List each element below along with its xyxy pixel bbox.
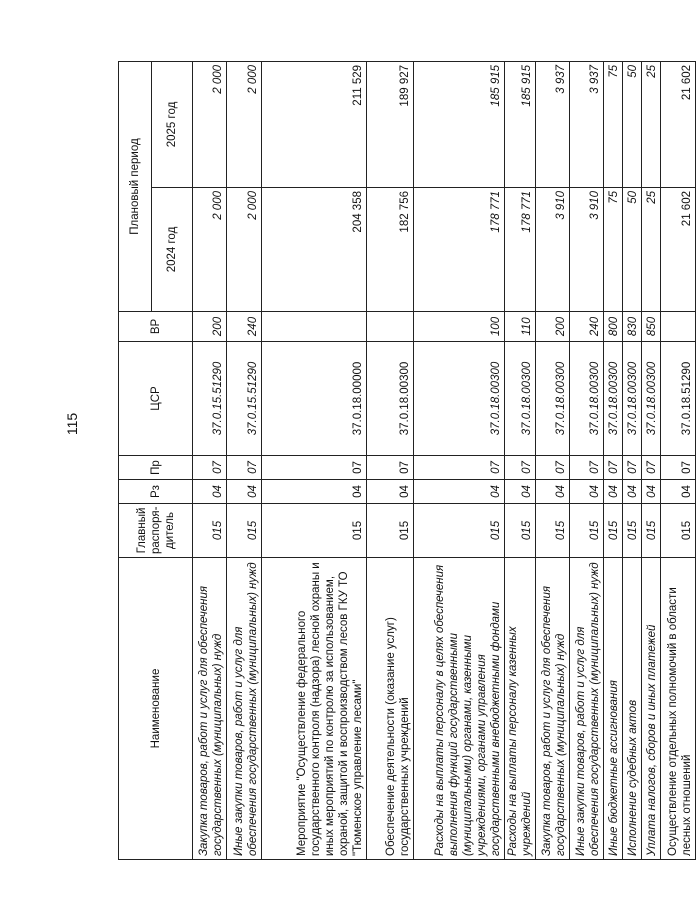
row-name: Осуществление отдельных полномочий в области лесных отношений [661, 558, 696, 860]
header-year-2024: 2024 год [152, 188, 193, 312]
table-row [227, 61, 262, 859]
row-y2024: 3 910 [536, 188, 570, 312]
row-gr: 015 [193, 504, 227, 558]
row-pr: 07 [367, 456, 414, 480]
row-y2025: 2 000 [227, 61, 262, 187]
row-y2024: 50 [623, 188, 642, 312]
row-y2024: 75 [604, 188, 623, 312]
row-gr: 015 [262, 504, 367, 558]
row-vr: 850 [642, 312, 661, 342]
row-rz: 04 [227, 480, 262, 504]
row-rz: 04 [570, 480, 604, 504]
row-rz: 04 [262, 480, 367, 504]
header-main-manager: Главный распоря-дитель [119, 504, 193, 558]
row-csr: 37.0.18.00300 [505, 342, 536, 456]
page-number: 115 [64, 412, 80, 436]
row-rz: 04 [661, 480, 696, 504]
row-gr: 015 [570, 504, 604, 558]
row-csr: 37.0.18.00300 [536, 342, 570, 456]
row-gr: 015 [661, 504, 696, 558]
row-pr: 07 [262, 456, 367, 480]
header-year-2025: 2025 год [152, 61, 193, 187]
row-vr [661, 312, 696, 342]
row-vr [262, 312, 367, 342]
row-gr: 015 [604, 504, 623, 558]
row-y2025: 211 529 [262, 61, 367, 187]
table-row [414, 61, 505, 859]
row-name: Закупка товаров, работ и услуг для обеспечения государственных (муниципальных) нужд [193, 558, 227, 860]
row-csr: 37.0.18.00300 [570, 342, 604, 456]
table-row [536, 61, 570, 859]
row-y2024: 21 602 [661, 188, 696, 312]
header-pr: Пр [119, 456, 193, 480]
row-name: Иные закупки товаров, работ и услуг для обеспечения государственных (муниципальных) нужд [570, 558, 604, 860]
row-pr: 07 [604, 456, 623, 480]
row-csr: 37.0.18.00300 [642, 342, 661, 456]
row-gr: 015 [642, 504, 661, 558]
table-row [642, 61, 661, 859]
header-csr: ЦСР [119, 342, 193, 456]
row-y2025: 75 [604, 61, 623, 187]
row-vr: 800 [604, 312, 623, 342]
row-gr: 015 [367, 504, 414, 558]
row-gr: 015 [227, 504, 262, 558]
row-y2025: 3 937 [536, 61, 570, 187]
row-rz: 04 [414, 480, 505, 504]
row-rz: 04 [505, 480, 536, 504]
table-row [505, 61, 536, 859]
header-planned-period: Плановый период [119, 61, 152, 311]
row-name: Мероприятие "Осуществление федерального государственного контроля (надзора) лесной охраны и иных мероприятий по контролю за использованием, охраной, защитой и воспроизводством лесов ГКУ ТО "Тюменское управление лесами" [262, 558, 367, 860]
row-pr: 07 [193, 456, 227, 480]
row-name: Уплата налогов, сборов и иных платежей [642, 558, 661, 860]
row-csr: 37.0.18.51290 [661, 342, 696, 456]
row-vr: 240 [227, 312, 262, 342]
row-y2025: 185 915 [505, 61, 536, 187]
row-csr: 37.0.18.00300 [623, 342, 642, 456]
row-pr: 07 [623, 456, 642, 480]
row-gr: 015 [536, 504, 570, 558]
row-name: Иные закупки товаров, работ и услуг для обеспечения государственных (муниципальных) нужд [227, 558, 262, 860]
row-pr: 07 [661, 456, 696, 480]
row-gr: 015 [623, 504, 642, 558]
row-csr: 37.0.18.00300 [367, 342, 414, 456]
row-y2024: 2 000 [227, 188, 262, 312]
budget-table-rotated [118, 62, 693, 860]
row-y2025: 2 000 [193, 61, 227, 187]
row-name: Иные бюджетные ассигнования [604, 558, 623, 860]
row-name: Исполнение судебных актов [623, 558, 642, 860]
row-y2025: 189 927 [367, 61, 414, 187]
row-vr: 100 [414, 312, 505, 342]
row-y2025: 50 [623, 61, 642, 187]
row-vr: 200 [536, 312, 570, 342]
row-csr: 37.0.18.00300 [604, 342, 623, 456]
table-row [262, 61, 367, 859]
row-gr: 015 [505, 504, 536, 558]
row-y2024: 204 358 [262, 188, 367, 312]
header-rz: Рз [119, 480, 193, 504]
header-name: Наименование [119, 558, 193, 860]
row-pr: 07 [505, 456, 536, 480]
row-y2025: 185 915 [414, 61, 505, 187]
table-row [623, 61, 642, 859]
row-name: Обеспечение деятельности (оказание услуг) государственных учреждений [367, 558, 414, 860]
row-rz: 04 [367, 480, 414, 504]
row-y2025: 21 602 [661, 61, 696, 187]
row-rz: 04 [193, 480, 227, 504]
row-rz: 04 [623, 480, 642, 504]
row-y2025: 25 [642, 61, 661, 187]
table-row [193, 61, 227, 859]
row-name: Закупка товаров, работ и услуг для обеспечения государственных (муниципальных) нужд [536, 558, 570, 860]
row-name: Расходы на выплаты персоналу казенных учреждений [505, 558, 536, 860]
row-y2024: 178 771 [505, 188, 536, 312]
row-rz: 04 [642, 480, 661, 504]
row-vr: 830 [623, 312, 642, 342]
row-rz: 04 [536, 480, 570, 504]
table-row [367, 61, 414, 859]
row-y2024: 3 910 [570, 188, 604, 312]
row-gr: 015 [414, 504, 505, 558]
row-name: Расходы на выплаты персоналу в целях обеспечения выполнения функций государственными (муниципальными) органами, казенными учреждениями, органами управления государственными внебюджетными фондами [414, 558, 505, 860]
row-pr: 07 [227, 456, 262, 480]
row-csr: 37.0.15.51290 [193, 342, 227, 456]
row-y2025: 3 937 [570, 61, 604, 187]
row-pr: 07 [570, 456, 604, 480]
row-vr: 240 [570, 312, 604, 342]
row-pr: 07 [642, 456, 661, 480]
row-y2024: 178 771 [414, 188, 505, 312]
header-vr: ВР [119, 312, 193, 342]
row-vr: 110 [505, 312, 536, 342]
row-rz: 04 [604, 480, 623, 504]
row-csr: 37.0.18.00300 [414, 342, 505, 456]
row-pr: 07 [414, 456, 505, 480]
table-row [661, 61, 696, 859]
table-row [604, 61, 623, 859]
row-y2024: 25 [642, 188, 661, 312]
row-vr: 200 [193, 312, 227, 342]
table-row [570, 61, 604, 859]
row-vr [367, 312, 414, 342]
budget-table [118, 61, 696, 860]
row-y2024: 2 000 [193, 188, 227, 312]
row-csr: 37.0.18.00000 [262, 342, 367, 456]
row-pr: 07 [536, 456, 570, 480]
row-csr: 37.0.15.51290 [227, 342, 262, 456]
row-y2024: 182 756 [367, 188, 414, 312]
